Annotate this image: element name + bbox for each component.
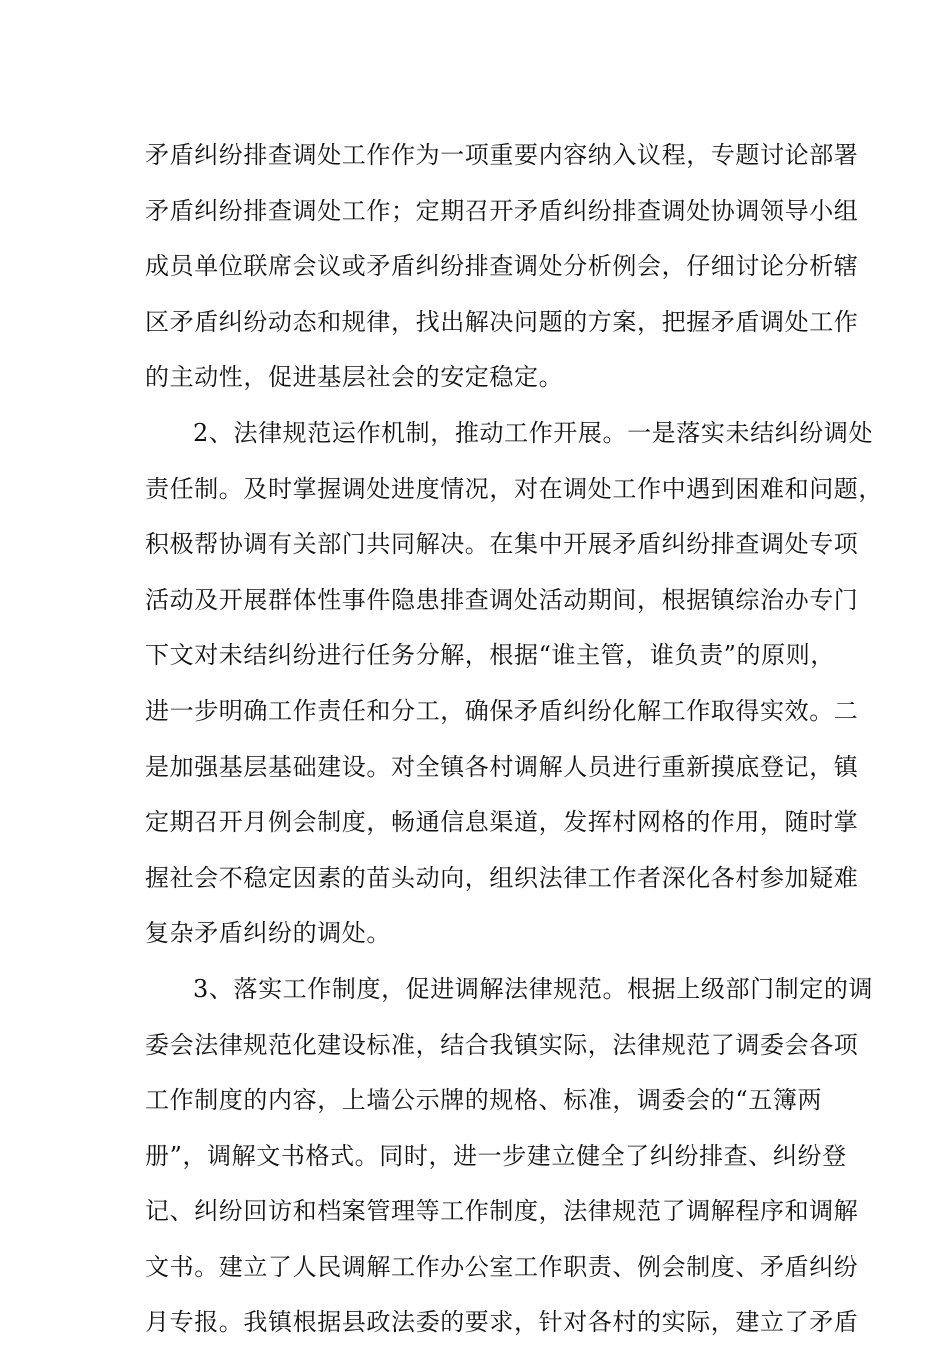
text-line: 活动及开展群体性事件隐患排查调处活动期间，根据镇综治办专门	[145, 585, 859, 614]
text-line: 记、纠纷回访和档案管理等工作制度，法律规范了调解程序和调解	[145, 1197, 859, 1226]
text-line: 进一步明确工作责任和分工，确保矛盾纠纷化解工作取得实效。二	[145, 696, 859, 725]
text-line: 复杂矛盾纠纷的调处。	[145, 919, 391, 948]
text-line: 文书。建立了人民调解工作办公室工作职责、例会制度、矛盾纠纷	[145, 1252, 859, 1281]
text-line: 矛盾纠纷排查调处工作；定期召开矛盾纠纷排查调处协调领导小组	[145, 196, 859, 225]
text-line: 2、法律规范运作机制，推动工作开展。一是落实未结纠纷调处	[193, 418, 874, 447]
text-line: 册”，调解文书格式。同时，进一步建立健全了纠纷排查、纠纷登	[145, 1141, 847, 1170]
text-line: 下文对未结纠纷进行任务分解，根据“谁主管，谁负责”的原则，	[145, 641, 835, 670]
text-line: 工作制度的内容，上墙公示牌的规格、标准，调委会的“五簿两	[145, 1086, 823, 1115]
text-line: 月专报。我镇根据县政法委的要求，针对各村的实际，建立了矛盾	[145, 1308, 859, 1337]
text-line: 委会法律规范化建设标准，结合我镇实际，法律规范了调委会各项	[145, 1030, 859, 1059]
text-line: 矛盾纠纷排查调处工作作为一项重要内容纳入议程，专题讨论部署	[145, 141, 859, 169]
text-line: 3、落实工作制度，促进调解法律规范。根据上级部门制定的调	[193, 974, 874, 1003]
text-line: 握社会不稳定因素的苗头动向，组织法律工作者深化各村参加疑难	[145, 863, 859, 892]
paragraph-2	[145, 408, 883, 964]
text-line: 区矛盾纠纷动态和规律，找出解决问题的方案，把握矛盾调处工作	[145, 307, 859, 336]
text-line: 的主动性，促进基层社会的安定稳定。	[145, 363, 564, 392]
text-line: 积极帮协调有关部门共同解决。在集中开展矛盾纠纷排查调处专项	[145, 530, 859, 559]
text-line: 责任制。及时掌握调处进度情况，对在调处工作中遇到困难和问题，	[145, 474, 883, 503]
paragraph-3	[145, 964, 874, 1353]
paragraph-1	[145, 130, 859, 408]
text-line: 成员单位联席会议或矛盾纠纷排查调处分析例会，仔细讨论分析辖	[145, 252, 859, 281]
document-body	[145, 130, 883, 1353]
text-line: 是加强基层基础建设。对全镇各村调解人员进行重新摸底登记，镇	[145, 752, 859, 781]
text-line: 定期召开月例会制度，畅通信息渠道，发挥村网格的作用，随时掌	[145, 808, 859, 837]
